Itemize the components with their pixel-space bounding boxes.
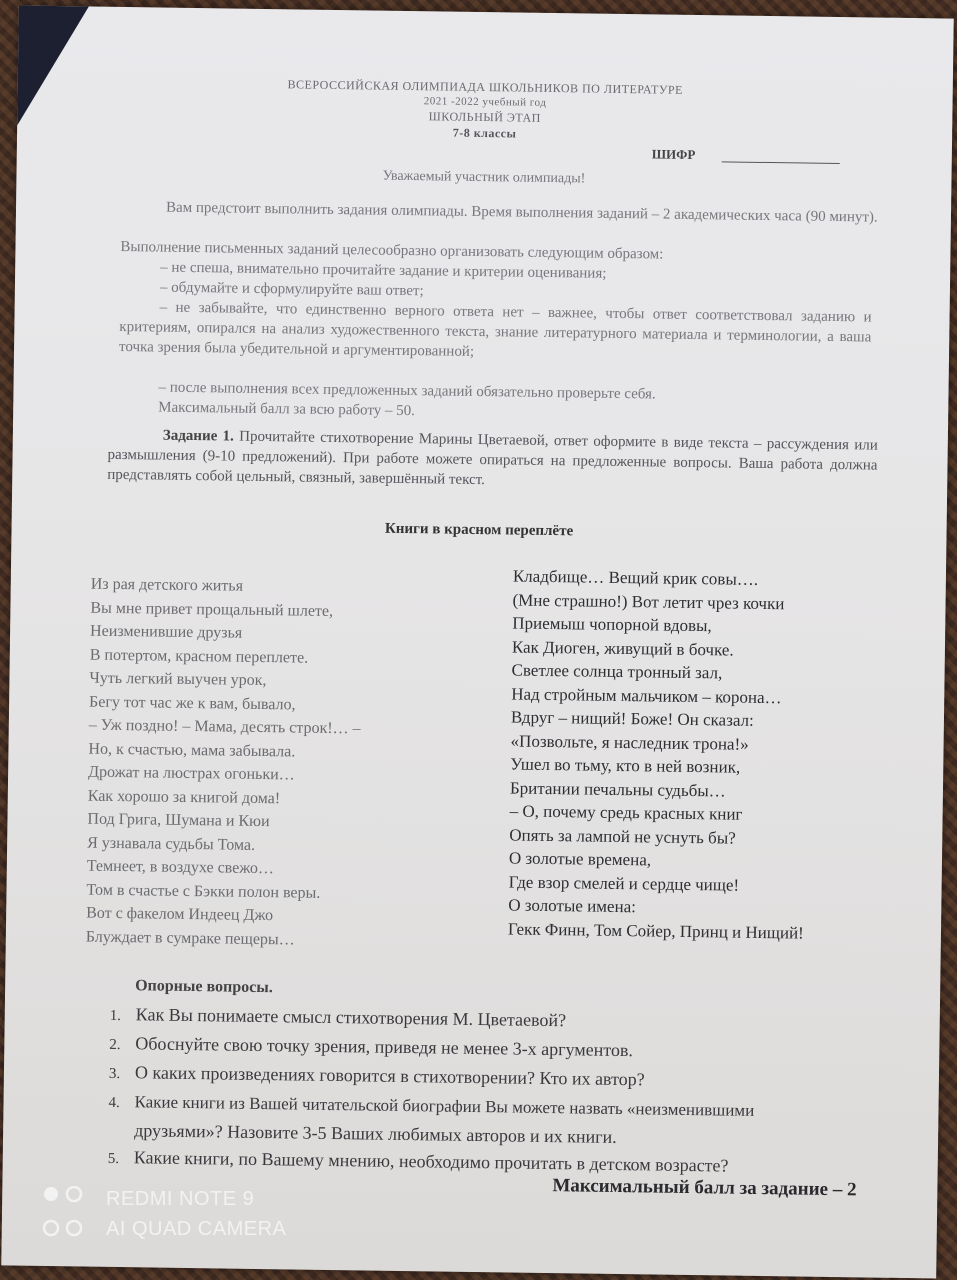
poem-title: Книги в красном переплёте bbox=[384, 520, 574, 540]
intro-bullet-3: – не забывайте, что единственно верного ответа нет – важнее, чтобы ответ соответствовал заданию и критериям, опирался на анализ художественного текста, знание литературного материала и терминологии, а ваша точка зрения была убедительной и аргументированной; bbox=[118, 299, 872, 360]
intro-bullet-1: – не спеша, внимательно прочитайте задание и критерии оценивания; bbox=[160, 259, 607, 282]
question-number: 2. bbox=[109, 1036, 121, 1054]
header-stage: ШКОЛЬНЫЙ ЭТАП bbox=[428, 109, 542, 125]
question-text: Какие книги из Вашей читательской биографии Вы можете назвать «неизменившими bbox=[134, 1092, 755, 1120]
question-number: 4. bbox=[108, 1094, 120, 1112]
question-number: 3. bbox=[108, 1065, 121, 1083]
poem-line: Как хорошо за книгой дома! bbox=[87, 787, 281, 807]
question-text: Как Вы понимаете смысл стихотворения М. Цветаевой? bbox=[135, 1004, 567, 1031]
quad-camera-icon bbox=[40, 1186, 88, 1212]
quad-camera-icon-lower bbox=[40, 1216, 88, 1242]
question-text: О каких произведениях говорится в стихотворении? Кто их автор? bbox=[134, 1062, 645, 1090]
poem-line: Блуждает в сумраке пещеры… bbox=[85, 928, 295, 948]
poem-line: Я узнавала судьбы Тома. bbox=[87, 834, 256, 854]
question-number: 1. bbox=[109, 1007, 122, 1025]
task-1 bbox=[107, 425, 878, 496]
task-text: Прочитайте стихотворение Марины Цветаевой, ответ оформите в виде текста – рассуждения или размышления (9-10 предложений). При работе можете опираться на предложенные вопросы. Ваша работа должна представлять собой цельный, связный, завершённый текст. bbox=[107, 428, 878, 489]
intro-organize: Выполнение письменных заданий целесообразно организовать следующим образом: bbox=[120, 238, 664, 263]
poem-line: (Мне страшно!) Вот летит чрез кочки bbox=[512, 589, 785, 613]
questions-title: Опорные вопросы. bbox=[135, 977, 273, 997]
questions-list bbox=[108, 1001, 756, 1182]
watermark-line-2 bbox=[40, 1214, 286, 1244]
poem-line: Где взор смелей и сердце чище! bbox=[508, 871, 740, 895]
question-text: Какие книги, по Вашему мнению, необходимо прочитать в детском возрасте? bbox=[133, 1147, 729, 1176]
intro-max-score: Максимальный балл за всю работу – 50. bbox=[158, 399, 416, 420]
question-text: Обоснуйте свою точку зрения, приведя не менее 3-х аргументов. bbox=[135, 1033, 634, 1061]
camera-watermark bbox=[40, 1184, 286, 1244]
poem-line: Опять за лампой не уснуть бы? bbox=[509, 824, 736, 848]
poem-line: Над стройным мальчиком – корона… bbox=[511, 683, 782, 707]
poem-line: Гекк Финн, Том Сойер, Принц и Нищий! bbox=[507, 918, 804, 943]
question-number: 5. bbox=[107, 1150, 120, 1168]
poem-line: В потертом, красном переплете. bbox=[89, 646, 309, 667]
intro-bullet-4: – после выполнения всех предложенных заданий обязательно проверьте себя. bbox=[158, 379, 656, 403]
poem-line: Ушел во тьму, кто в ней возник, bbox=[510, 754, 741, 777]
poem-line: Британии печальны судьбы… bbox=[509, 777, 726, 800]
cipher-label: ШИФР bbox=[651, 146, 696, 162]
cipher-field[interactable] bbox=[722, 161, 840, 164]
poem-line: Но, к счастью, мама забывала. bbox=[88, 740, 296, 760]
poem-line: – Уж поздно! – Мама, десять строк!… – bbox=[88, 716, 361, 738]
poem-line: Под Грига, Шумана и Кюи bbox=[87, 810, 270, 831]
poem-line: – О, почему средь красных книг bbox=[509, 801, 743, 824]
poem-line: «Позвольте, я наследник трона!» bbox=[510, 730, 749, 754]
poem-line: О золотые времена, bbox=[508, 848, 652, 870]
poem-line: Как Диоген, живущий в бочке. bbox=[511, 636, 734, 660]
intro-bullet-2: – обдумайте и сформулируйте ваш ответ; bbox=[159, 279, 424, 300]
greeting: Уважаемый участник олимпиады! bbox=[382, 168, 586, 187]
header-year: 2021 -2022 учебный год bbox=[423, 95, 547, 109]
watermark-model: REDMI NOTE 9 bbox=[106, 1187, 255, 1210]
max-task-score: Максимальный балл за задание – 2 bbox=[552, 1175, 857, 1201]
poem-line: Неизменившие друзья bbox=[89, 622, 243, 642]
question-text: друзьями»? Назовите 3-5 Ваших любимых авторов и их книги. bbox=[134, 1120, 617, 1147]
poem-line: О золотые имена: bbox=[508, 895, 637, 917]
poem-line: Темнеет, в воздухе свежо… bbox=[86, 857, 275, 878]
poem-line: Дрожат на люстрах огоньки… bbox=[88, 763, 295, 784]
poem-line: Кладбище… Вещий крик совы…. bbox=[512, 566, 759, 589]
watermark-line-1 bbox=[40, 1184, 286, 1214]
poem-line: Вы мне привет прощальный шлете, bbox=[90, 599, 334, 620]
poem-line: Вдруг – нищий! Боже! Он сказал: bbox=[510, 707, 754, 730]
poem-line: Чуть легкий выучен урок, bbox=[89, 669, 267, 690]
poem-line: Из рая детского житья bbox=[90, 575, 244, 595]
poem-line: Вот с факелом Индеец Джо bbox=[86, 904, 274, 925]
poem-left-column bbox=[86, 573, 363, 953]
watermark-camera: AI QUAD CAMERA bbox=[106, 1217, 287, 1240]
task-label: Задание 1. bbox=[162, 427, 234, 445]
poem-right-column bbox=[508, 564, 809, 944]
document-sheet bbox=[1, 6, 954, 1279]
poem-line: Том в счастье с Бэкки полон веры. bbox=[86, 881, 321, 902]
poem-line: Светлее солнца тронный зал, bbox=[511, 660, 723, 683]
poem-line: Бегу тот час же к вам, бывало, bbox=[89, 693, 296, 713]
intro-time: Вам предстоит выполнить задания олимпиады. Время выполнения заданий – 2 академических часа (90 минут). bbox=[165, 199, 878, 226]
header-grades: 7-8 классы bbox=[452, 125, 517, 141]
poem-line: Приемыш чопорной вдовы, bbox=[512, 613, 712, 636]
header-olympiad: ВСЕРОССИЙСКАЯ ОЛИМПИАДА ШКОЛЬНИКОВ ПО ЛИТЕРАТУРЕ bbox=[287, 77, 684, 97]
